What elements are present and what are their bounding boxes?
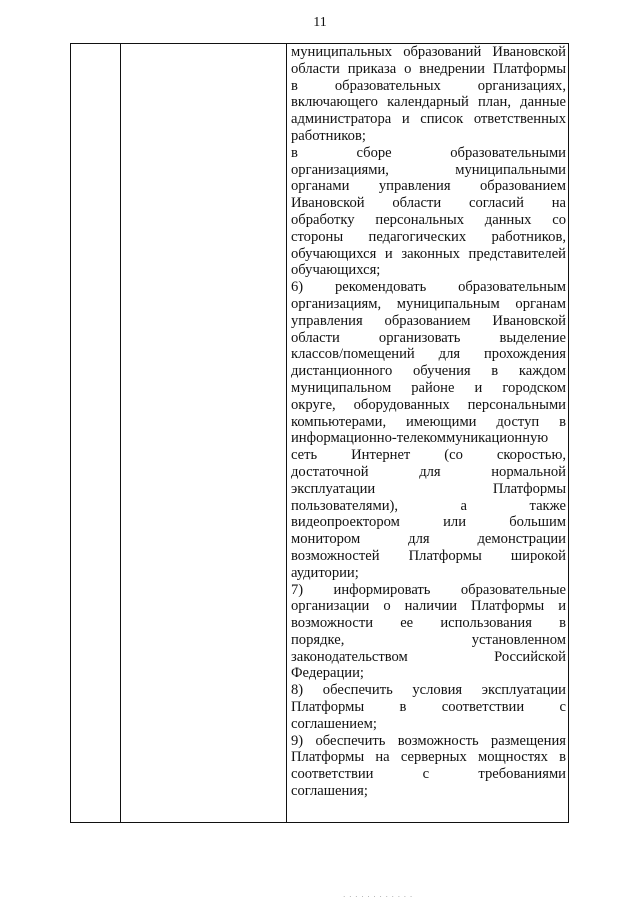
text-line: в сборе образовательными [291,144,566,161]
text-line: Ивановской области согласий на [291,195,566,212]
page-number: 11 [313,15,327,30]
text-line: пользователями), а также [291,497,566,514]
text-line: стороны педагогических работников, [291,228,566,245]
text-line: 9) обеспечить возможность размещения [291,732,566,749]
text-line: видеопроектором или большим [291,514,566,531]
text-line: включающего календарный план, данные [291,94,566,111]
text-line: области приказа о внедрении Платформы [291,60,566,77]
text-line: обработку персональных данных со [291,211,566,228]
text-line: управления образованием Ивановской [291,312,566,329]
text-line: организациям, муниципальным органам [291,295,566,312]
text-line: аудитории; [291,564,359,581]
scan-artifact: · · · · · · · · · · · · [343,893,414,901]
text-line: дистанционного обучения в каждом [291,363,566,380]
text-line: информационно-телекоммуникационную [291,430,549,447]
text-line: 7) информировать образовательные [291,581,566,598]
text-line: классов/помещений для прохождения [291,346,566,363]
text-line: обучающихся; [291,262,381,279]
text-line: соглашением; [291,715,377,732]
text-line: обучающихся и законных представителей [291,245,566,262]
text-line: компьютерами, имеющими доступ в [291,413,566,430]
text-line: законодательством Российской [291,648,566,665]
text-line: эксплуатации Платформы [291,480,566,497]
text-line: соглашения; [291,783,368,800]
text-line: муниципальных образований Ивановской [291,44,566,60]
text-line: 8) обеспечить условия эксплуатации [291,682,566,699]
text-line: порядке, установленном [291,631,566,648]
text-line: области организовать выделение [291,329,566,346]
text-line: работников; [291,127,366,144]
text-line: администратора и список ответственных [291,111,566,128]
text-line: в образовательных организациях, [291,77,566,94]
table-column-divider [286,43,287,823]
text-line: монитором для демонстрации [291,531,566,548]
table-column-divider [120,43,121,823]
text-line: округе, оборудованных персональными [291,396,566,413]
text-line: сеть Интернет (со скоростью, [291,447,566,464]
text-line: организации о наличии Платформы и [291,598,566,615]
text-line: муниципальном районе и городском [291,379,566,396]
text-line: достаточной для нормальной [291,463,566,480]
text-line: органами управления образованием [291,178,566,195]
text-line: организациями, муниципальными [291,161,566,178]
text-line: возможностей Платформы широкой [291,547,566,564]
text-line: возможности ее использования в [291,615,566,632]
text-line: соответствии с требованиями [291,766,566,783]
text-line: Платформы на серверных мощностях в [291,749,566,766]
table-cell-text [291,44,566,800]
text-line: Платформы в соответствии с [291,699,566,716]
text-line: 6) рекомендовать образовательным [291,279,566,296]
text-line: Федерации; [291,665,364,682]
